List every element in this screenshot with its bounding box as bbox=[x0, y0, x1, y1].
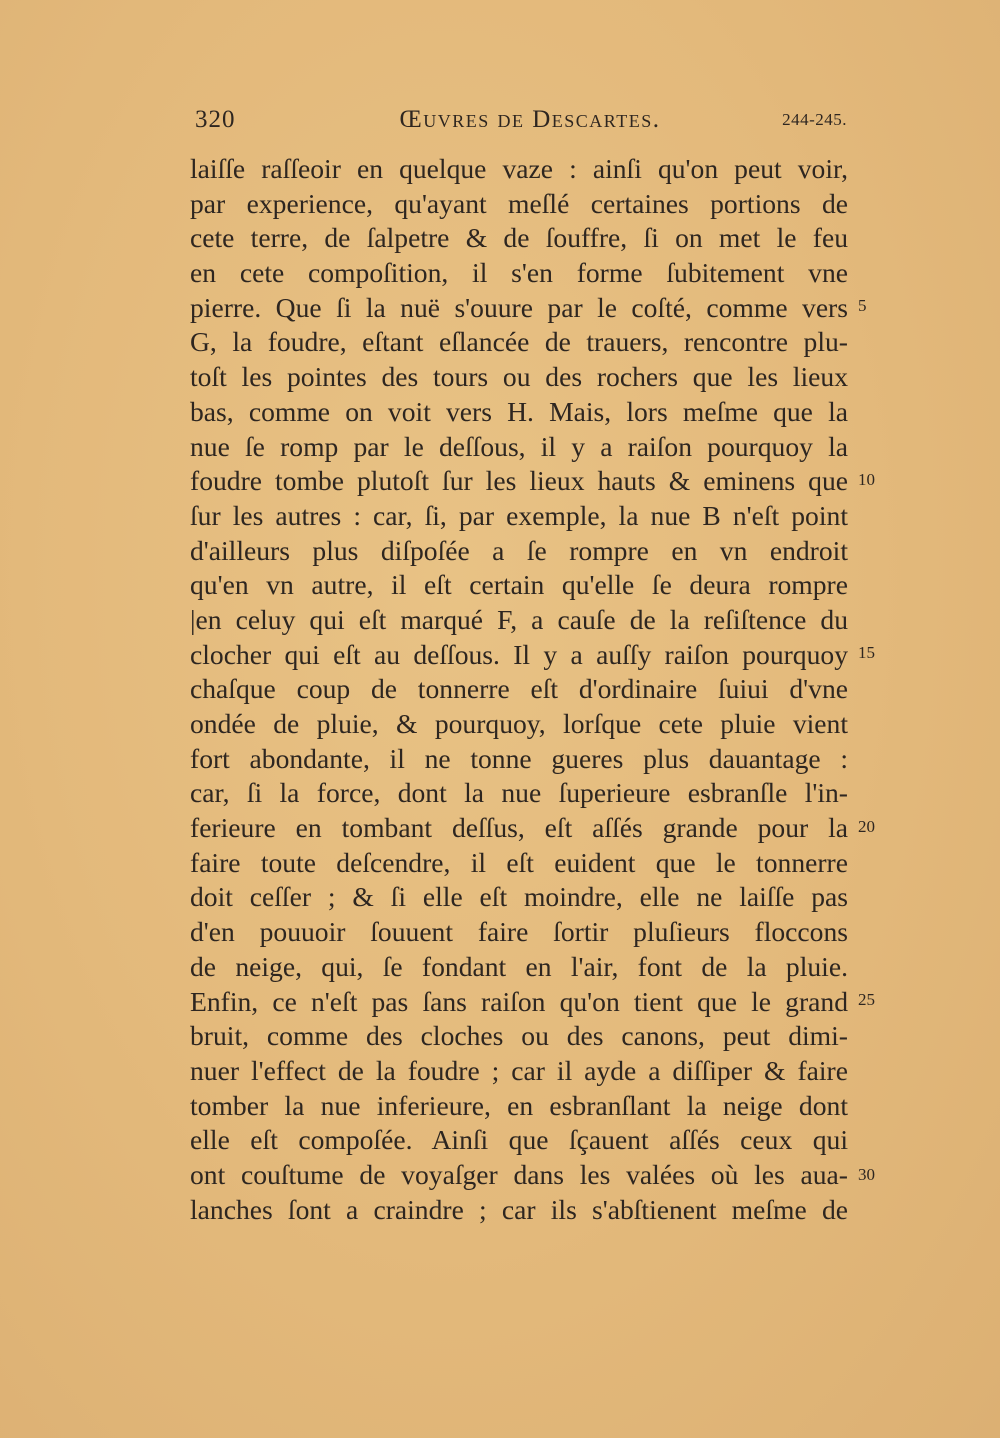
text-line: car, ſi la force, dont la nue ſuperieure esbranſle l'in- bbox=[190, 777, 848, 809]
text-line: tomber la nue inferieure, en esbranſlant la neige dont bbox=[190, 1089, 848, 1121]
text-line: ſur les autres : car, ſi, par exemple, la nue B n'eſt point bbox=[190, 499, 848, 531]
text-line: qu'en vn autre, il eſt certain qu'elle ſe deura rompre bbox=[190, 569, 848, 601]
running-title: Œuvres de Descartes. bbox=[399, 106, 661, 133]
line-number-5: 5 bbox=[858, 296, 867, 315]
text-line: d'ailleurs plus diſpoſée a ſe rompre en vn endroit bbox=[190, 534, 848, 566]
text-line: bruit, comme des cloches ou des canons, peut dimi- bbox=[190, 1020, 848, 1052]
text-line: nuer l'effect de la foudre ; car il ayde a diſſiper & faire bbox=[190, 1054, 848, 1086]
page-reference: 244-245. bbox=[782, 110, 847, 129]
text-line: faire toute deſcendre, il eſt euident que le tonnerre bbox=[190, 846, 848, 878]
text-line: en cete compoſition, il s'en forme ſubitement vne bbox=[190, 257, 848, 289]
text-line: laiſſe raſſeoir en quelque vaze : ainſi qu'on peut voir, bbox=[190, 153, 848, 184]
text-line: de neige, qui, ſe fondant en l'air, font de la pluie. bbox=[190, 950, 848, 982]
text-line: foudre tombe plutoſt ſur les lieux hauts & eminens que bbox=[190, 465, 848, 497]
line-number-30: 30 bbox=[858, 1165, 875, 1184]
text-line: par experience, qu'ayant meſlé certaines portions de bbox=[190, 187, 848, 219]
running-header bbox=[193, 106, 847, 140]
text-line: ondée de pluie, & pourquoy, lorſque cete pluie vient bbox=[190, 708, 848, 739]
text-line: Enfin, ce n'eſt pas ſans raiſon qu'on tient que le grand bbox=[190, 985, 848, 1017]
text-line: ferieure en tombant deſſus, eſt aſſés grande pour la bbox=[190, 812, 848, 844]
text-line: nue ſe romp par le deſſous, il y a raiſon pourquoy la bbox=[190, 430, 848, 462]
text-line: chaſque coup de tonnerre eſt d'ordinaire ſuiui d'vne bbox=[190, 673, 848, 705]
line-number-20: 20 bbox=[858, 817, 875, 836]
text-line: d'en pouuoir ſouuent faire ſortir pluſieurs floccons bbox=[190, 916, 848, 948]
text-line: doit ceſſer ; & ſi elle eſt moindre, elle ne laiſſe pas bbox=[190, 881, 848, 913]
text-line: ont couſtume de voyaſger dans les valées où les aua- bbox=[190, 1158, 848, 1190]
text-line: toſt les pointes des tours ou des rochers que les lieux bbox=[190, 361, 848, 393]
text-line: |en celuy qui eſt marqué F, a cauſe de la reſiſtence du bbox=[190, 603, 848, 635]
text-line: fort abondante, il ne tonne gueres plus dauantage : bbox=[190, 742, 848, 774]
line-number-15: 15 bbox=[858, 643, 875, 662]
text-line: clocher qui eſt au deſſous. Il y a auſſy raiſon pourquoy bbox=[190, 638, 848, 670]
body-text bbox=[190, 152, 848, 1227]
text-line: cete terre, de ſalpetre & de ſouffre, ſi on met le feu bbox=[190, 222, 848, 254]
line-number-25: 25 bbox=[858, 990, 875, 1009]
text-line: lanches ſont a craindre ; car ils s'abſtienent meſme de bbox=[190, 1193, 848, 1225]
text-line: elle eſt compoſée. Ainſi que ſçauent aſſés ceux qui bbox=[190, 1124, 848, 1156]
line-number-10: 10 bbox=[858, 470, 875, 489]
text-line: pierre. Que ſi la nuë s'ouure par le coſté, comme vers bbox=[190, 291, 848, 323]
page-number: 320 bbox=[195, 106, 236, 133]
text-line: bas, comme on voit vers H. Mais, lors meſme que la bbox=[190, 395, 848, 427]
text-line: G, la foudre, eſtant eſlancée de trauers, rencontre plu- bbox=[190, 326, 848, 358]
